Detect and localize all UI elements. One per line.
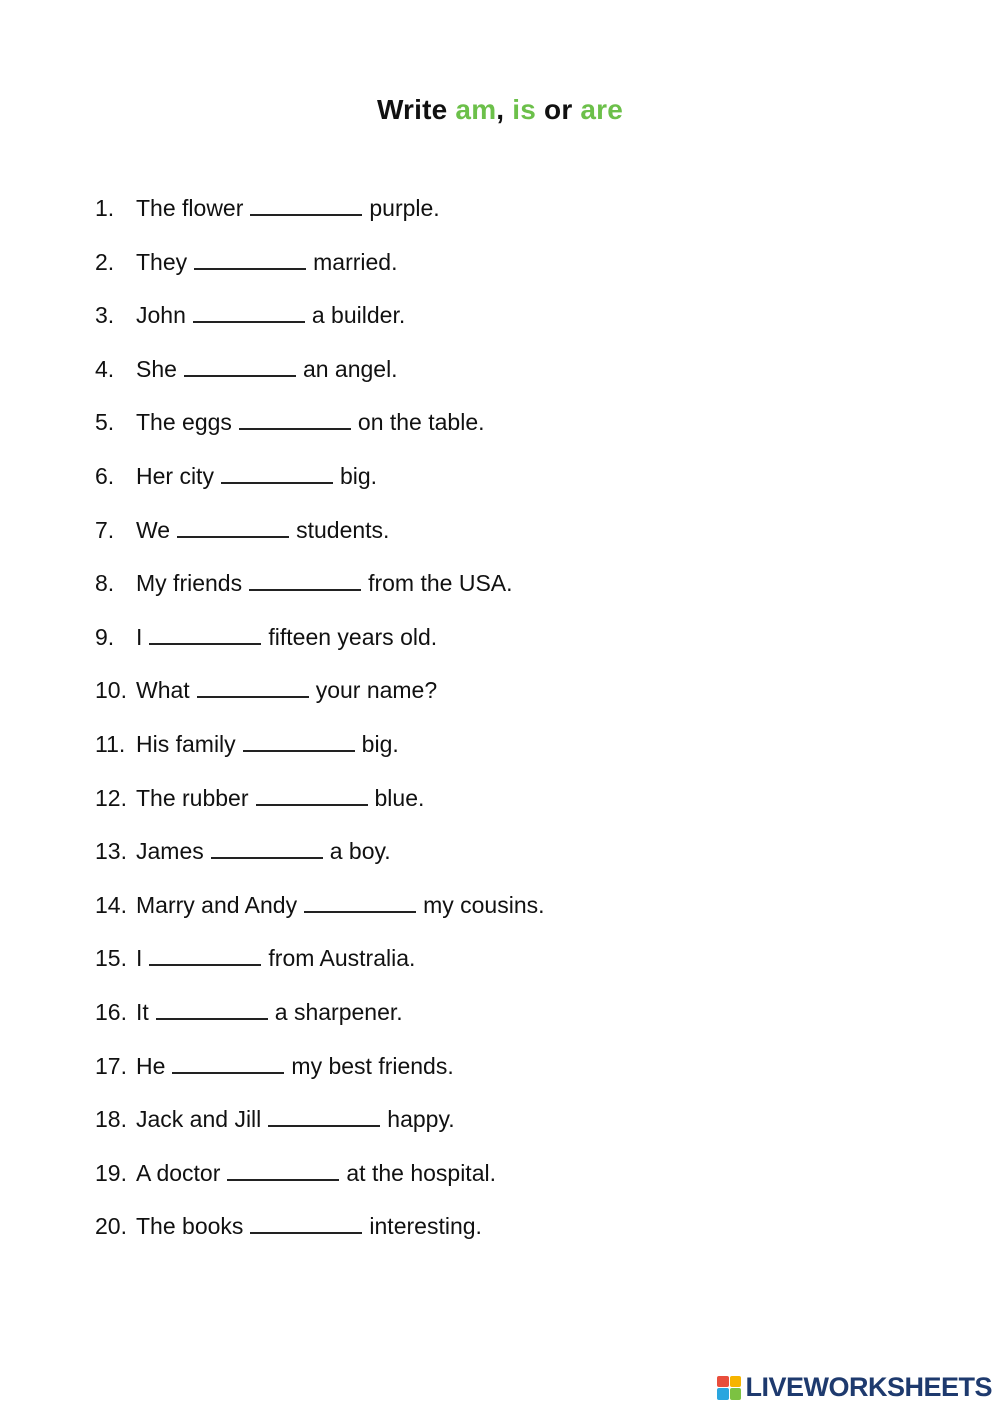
sentence-end: a builder. <box>311 302 406 329</box>
sentence-end: students. <box>296 516 390 543</box>
sentence-end: interesting. <box>369 1213 482 1240</box>
sentence-start: Jack and Jill <box>136 1106 262 1133</box>
exercise-item-11 <box>95 728 915 782</box>
exercise-number: 4. <box>95 355 115 382</box>
title-write: Write <box>376 94 448 125</box>
answer-blank[interactable] <box>268 1103 380 1127</box>
answer-blank[interactable] <box>304 889 416 913</box>
sentence-start: What <box>136 677 190 704</box>
exercise-item-16 <box>95 996 915 1050</box>
sentence-start: James <box>136 838 204 865</box>
sentence-start: The books <box>136 1213 244 1240</box>
exercise-list <box>95 192 915 1264</box>
exercise-item-19 <box>95 1157 915 1211</box>
title-are: are <box>580 94 624 125</box>
sentence-end: at the hospital. <box>346 1159 496 1186</box>
sentence-start: She <box>136 355 177 382</box>
sentence-end: your name? <box>315 677 438 704</box>
answer-blank[interactable] <box>184 353 296 377</box>
answer-blank[interactable] <box>194 246 306 270</box>
exercise-number: 19. <box>95 1159 127 1186</box>
exercise-item-2 <box>95 246 915 300</box>
title-am: am <box>455 94 497 125</box>
exercise-item-4 <box>95 353 915 407</box>
answer-blank[interactable] <box>177 514 289 538</box>
answer-blank[interactable] <box>197 674 309 698</box>
sentence-end: my cousins. <box>423 891 545 918</box>
exercise-item-20 <box>95 1210 915 1264</box>
exercise-number: 16. <box>95 998 127 1025</box>
sentence-end: happy. <box>387 1106 455 1133</box>
exercise-number: 13. <box>95 838 127 865</box>
answer-blank[interactable] <box>221 460 333 484</box>
sentence-start: It <box>136 998 149 1025</box>
answer-blank[interactable] <box>239 406 351 430</box>
exercise-number: 17. <box>95 1052 127 1079</box>
sentence-end: my best friends. <box>291 1052 454 1079</box>
exercise-number: 9. <box>95 623 115 650</box>
sentence-end: from Australia. <box>268 945 416 972</box>
exercise-number: 2. <box>95 248 115 275</box>
sentence-start: His family <box>136 730 236 757</box>
exercise-item-15 <box>95 942 915 996</box>
sentence-start: My friends <box>136 570 243 597</box>
sentence-start: The flower <box>136 195 244 221</box>
sentence-end: a sharpener. <box>274 998 403 1025</box>
exercise-item-8 <box>95 567 915 621</box>
exercise-number: 1. <box>95 195 115 221</box>
sentence-start: The eggs <box>136 409 232 436</box>
sentence-start: Her city <box>136 462 214 489</box>
page-title <box>0 94 1000 126</box>
answer-blank[interactable] <box>193 299 305 323</box>
brand-watermark <box>717 1372 992 1403</box>
exercise-number: 18. <box>95 1106 127 1133</box>
answer-blank[interactable] <box>149 621 261 645</box>
exercise-number: 15. <box>95 945 127 972</box>
exercise-number: 10. <box>95 677 127 704</box>
sentence-start: I <box>136 623 143 650</box>
answer-blank[interactable] <box>149 942 261 966</box>
exercise-number: 8. <box>95 570 115 597</box>
answer-blank[interactable] <box>250 1210 362 1234</box>
exercise-number: 11. <box>95 730 126 757</box>
exercise-item-10 <box>95 674 915 728</box>
answer-blank[interactable] <box>227 1157 339 1181</box>
exercise-number: 12. <box>95 784 127 811</box>
sentence-end: from the USA. <box>368 570 513 597</box>
answer-blank[interactable] <box>243 728 355 752</box>
exercise-number: 3. <box>95 302 115 329</box>
sentence-end: big. <box>339 462 378 489</box>
sentence-end: married. <box>313 248 398 275</box>
exercise-item-7 <box>95 514 915 568</box>
answer-blank[interactable] <box>172 1050 284 1074</box>
answer-blank[interactable] <box>256 782 368 806</box>
exercise-number: 14. <box>95 891 127 918</box>
sentence-start: He <box>136 1052 166 1079</box>
exercise-item-13 <box>95 835 915 889</box>
answer-blank[interactable] <box>156 996 268 1020</box>
sentence-end: blue. <box>374 784 425 811</box>
exercise-number: 5. <box>95 409 115 436</box>
sentence-end: an angel. <box>302 355 398 382</box>
title-comma: , <box>496 94 505 125</box>
sentence-start: A doctor <box>136 1159 221 1186</box>
sentence-end: on the table. <box>357 409 485 436</box>
exercise-item-5 <box>95 406 915 460</box>
sentence-start: The rubber <box>136 784 249 811</box>
exercise-item-17 <box>95 1050 915 1104</box>
sentence-start: They <box>136 248 188 275</box>
sentence-start: We <box>136 516 171 543</box>
exercise-item-3 <box>95 299 915 353</box>
exercise-item-1 <box>95 192 915 246</box>
liveworksheets-logo-icon <box>717 1376 741 1400</box>
exercise-item-6 <box>95 460 915 514</box>
exercise-number: 7. <box>95 516 115 543</box>
title-is: is <box>512 94 537 125</box>
answer-blank[interactable] <box>211 835 323 859</box>
exercise-item-18 <box>95 1103 915 1157</box>
sentence-start: John <box>136 302 186 329</box>
exercise-number: 20. <box>95 1213 127 1240</box>
exercise-number: 6. <box>95 462 115 489</box>
sentence-end: purple. <box>369 195 440 221</box>
exercise-item-9 <box>95 621 915 675</box>
sentence-end: a boy. <box>329 838 391 865</box>
sentence-start: Marry and Andy <box>136 891 298 918</box>
exercise-item-12 <box>95 782 915 836</box>
sentence-end: big. <box>361 730 399 757</box>
brand-name: LIVEWORKSHEETS <box>745 1372 992 1402</box>
answer-blank[interactable] <box>249 567 361 591</box>
exercise-item-14 <box>95 889 915 943</box>
answer-blank[interactable] <box>250 192 362 216</box>
title-or: or <box>544 94 573 125</box>
sentence-end: fifteen years old. <box>268 623 438 650</box>
sentence-start: I <box>136 945 143 972</box>
